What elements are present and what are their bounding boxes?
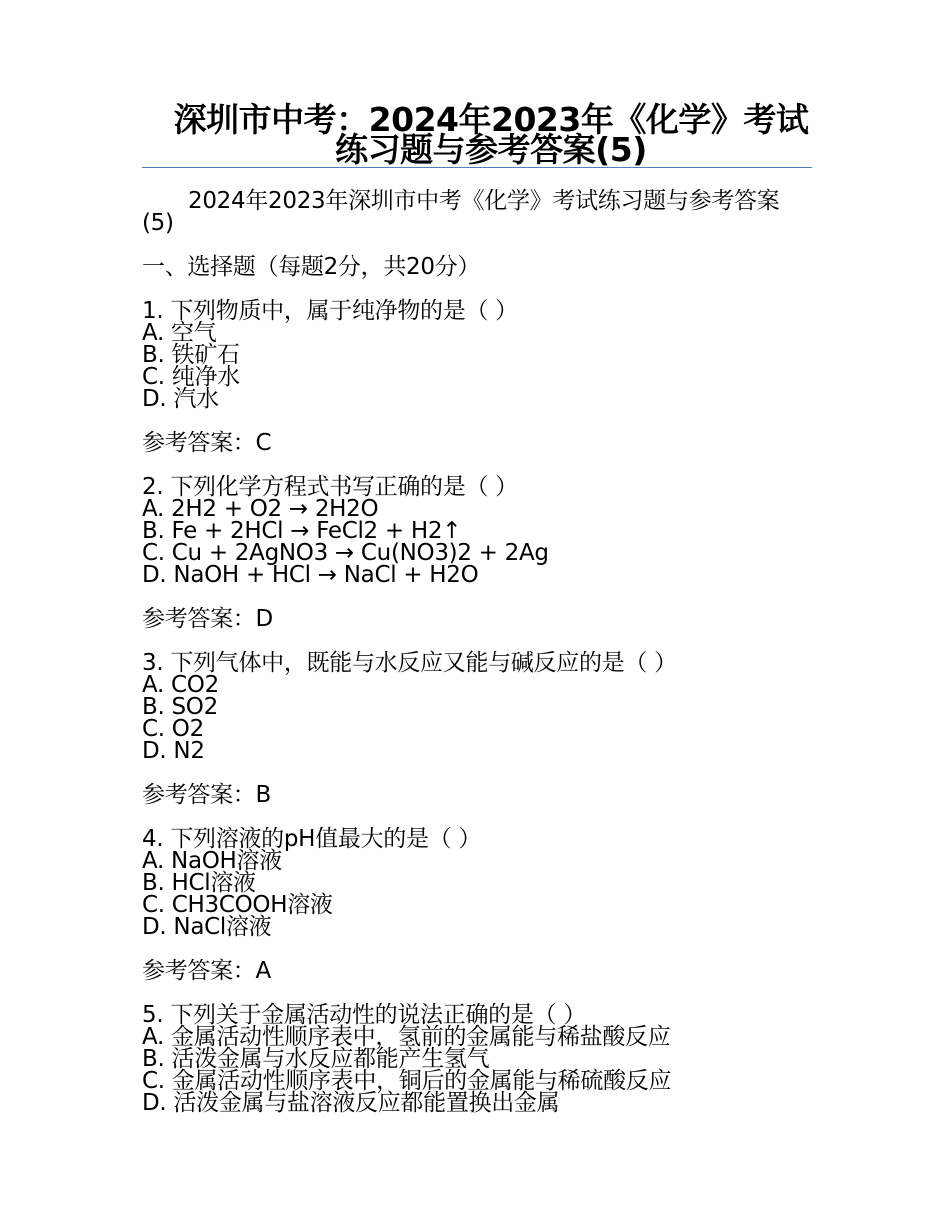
document-title: 深圳市中考：2024年2023年《化学》考试练习题与参考答案(5) [173,100,809,169]
option-b: B. HCl溶液 [142,870,256,896]
question-4 [142,828,810,938]
option-b: B. SO2 [142,694,218,720]
answer-2: 参考答案：D [142,606,273,632]
option-b: B. Fe + 2HCl → FeCl2 + H2↑ [142,518,462,544]
question-stem: 3. 下列气体中，既能与水反应又能与碱反应的是（ ） [142,650,677,676]
option-c: C. 纯净水 [142,364,240,390]
answer-3: 参考答案：B [142,782,271,808]
option-d: D. NaCl溶液 [142,914,272,940]
option-a: A. CO2 [142,672,219,698]
document-body [142,190,810,1114]
question-stem: 5. 下列关于金属活动性的说法正确的是（ ） [142,1002,586,1028]
option-c: C. 金属活动性顺序表中，铜后的金属能与稀硫酸反应 [142,1068,672,1094]
question-stem: 2. 下列化学方程式书写正确的是（ ） [142,474,518,500]
question-3 [142,652,810,762]
option-d: D. 汽水 [142,386,219,412]
option-a: A. 空气 [142,320,217,346]
option-d: D. NaOH + HCl → NaCl + H2O [142,562,479,588]
option-b: B. 铁矿石 [142,342,240,368]
question-1 [142,300,810,410]
option-c: C. O2 [142,716,204,742]
option-a: A. 2H2 + O2 → 2H2O [142,496,379,522]
option-b: B. 活泼金属与水反应都能产生氢气 [142,1046,490,1072]
option-a: A. 金属活动性顺序表中，氢前的金属能与稀盐酸反应 [142,1024,671,1050]
question-5 [142,1004,810,1114]
option-d: D. N2 [142,738,205,764]
answer-1: 参考答案：C [142,430,272,456]
section-heading: 一、选择题（每题2分，共20分） [142,254,481,280]
option-d: D. 活泼金属与盐溶液反应都能置换出金属 [142,1090,560,1116]
option-c: C. CH3COOH溶液 [142,892,333,918]
option-c: C. Cu + 2AgNO3 → Cu(NO3)2 + 2Ag [142,540,549,566]
question-2 [142,476,810,586]
question-stem: 1. 下列物质中，属于纯净物的是（ ） [142,298,518,324]
option-a: A. NaOH溶液 [142,848,282,874]
question-stem: 4. 下列溶液的pH值最大的是（ ） [142,826,482,852]
intro-paragraph: 2024年2023年深圳市中考《化学》考试练习题与参考答案(5) [142,188,780,236]
answer-4: 参考答案：A [142,958,271,984]
